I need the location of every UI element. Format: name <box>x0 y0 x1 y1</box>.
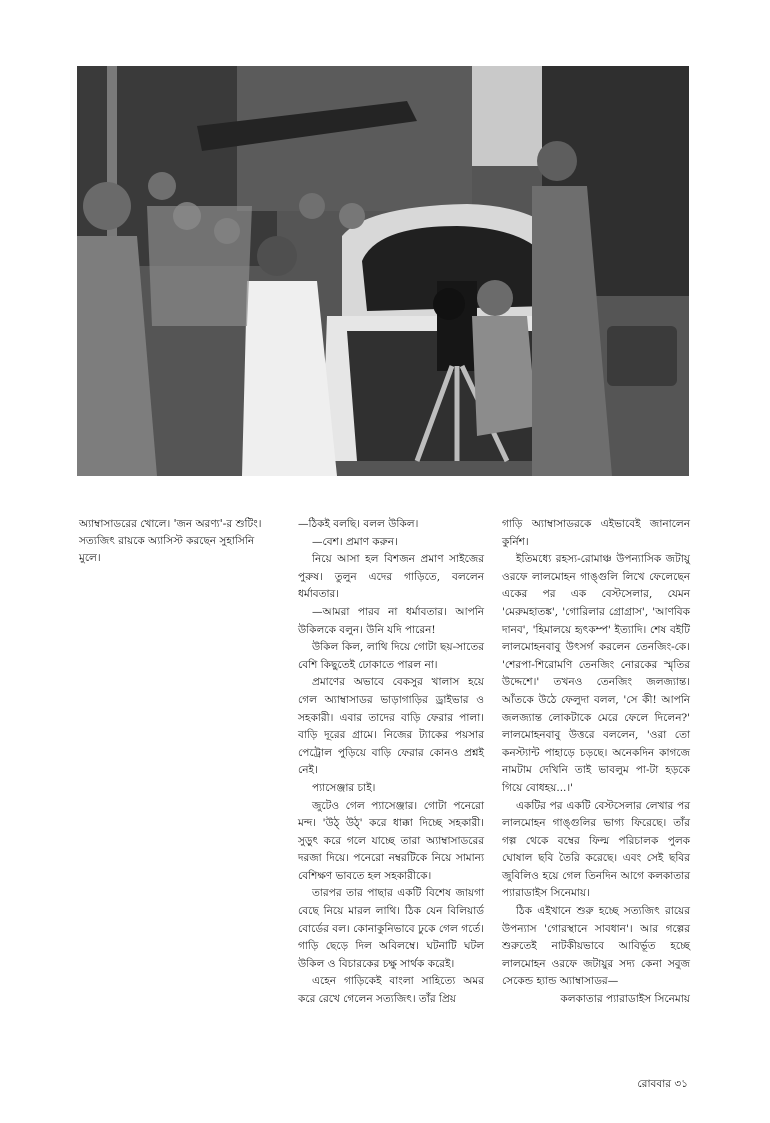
film-shooting-photo <box>77 66 689 476</box>
paragraph: ইতিমধ্যে রহস্য-রোমাঞ্চ উপন্যাসিক জটায়ু ওরফে লালমোহন গাঙ্গুলি লিখে ফেলেছেন একের পর এক বেস্টসেলার, যেমন 'মেরুমহাতঙ্ক', 'গোরিলার গ্রোগ্রাস', 'আণবিক দানব', 'হিমালয়ে হৃৎকম্প' ইত্যাদি। শেষ বইটি লালমোহনবাবু উৎসর্গ করলেন তেনজিং-কে। 'শেরপা-শিরোমণি তেনজিং নোরকের স্মৃতির উদ্দেশে।' তখনও তেনজিং জলজ্যান্ত। আঁতকে উঠে ফেলুদা বলল, 'সে কী! আপনি জলজ্যান্ত লোকটাকে মেরে ফেলে দিলেন?' লালমোহনবাবু উত্তরে বললেন, 'ওরা তো কনস্ট্যান্ট পাহাড়ে চড়ছে। অনেকদিন কাগজে নামটাম দেখিনি তাই ভাবলুম পা-টা হড়কে গিয়ে বোধহয়...।' <box>502 553 690 794</box>
paragraph: —বেশ। প্রমাণ করুন। <box>312 535 398 548</box>
paragraph: প্রমাণের অভাবে বেকসুর খালাস হয়ে গেল অ্যাম্বাসাডর ভাড়াগাড়ির ড্রাইভার ও সহকারী। এবার তাদের বাড়ি ফেরার পালা। বাড়ি দূরের গ্রামে। নিজের ট্যাকের পয়সার পেট্রোল পুড়িয়ে বাড়ি ফেরার কোনও প্রশ্নই নেই। <box>298 676 484 777</box>
paragraph: একটির পর একটি বেস্টসেলার লেখার পর লালমোহন গাঙ্গুলির ভাগ্য ফিরেছে। তাঁর গল্প থেকে বম্বের ফিল্ম পরিচালক পুলক ঘোষাল ছবি তৈরি করেছে। এবং সেই ছবির জুবিলিও হয়ে গেল তিনদিন আগে কলকাতার প্যারাডাইস সিনেমায়। <box>502 799 690 900</box>
paragraph: প্যাসেঞ্জার চাই। <box>312 781 376 794</box>
paragraph: তারপর তার পাছার একটি বিশেষ জায়গা বেছে নিয়ে মারল লাথি। ঠিক যেন বিলিয়ার্ড বোর্ডের বল। কোনাকুনিভাবে ঢুকে গেল গর্তে। গাড়ি ছেড়ে দিল অবিলম্বে। ঘটনাটি ঘটল উকিল ও বিচারকের চক্ষু সার্থক করেই। <box>298 887 484 970</box>
paragraph: গাড়ি অ্যাম্বাসাডরকে এইভাবেই জানালেন কুর্নিশ। <box>502 518 690 548</box>
paragraph: কলকাতার প্যারাডাইস সিনেমায় <box>560 993 690 1006</box>
paragraph: জুটেও গেল প্যাসেঞ্জার। গোটা পনেরো মন্দ। 'উঠ্ উঠ্' করে ধাক্কা দিচ্ছে সহকারী। সুড়ুৎ করে গলে যাচ্ছে তারা অ্যাম্বাসাডরের দরজা দিয়ে। পনেরো নম্বরটিকে নিয়ে সামান্য বেশিক্ষণ ভাবতে হল সহকারীকে। <box>298 799 484 882</box>
paragraph: এহেন গাড়িকেই বাংলা সাহিত্যে অমর করে রেখে গেলেন সত্যজিৎ। তাঁর প্রিয় <box>298 975 484 1006</box>
article-column-right <box>502 516 690 1009</box>
paragraph: নিয়ে আসা হল বিশজন প্রমাণ সাইজের পুরুষ। তুলুন এদের গাড়িতে, বললেন ধর্মাবতার। <box>298 553 484 601</box>
paragraph: উকিল কিল, লাথি দিয়ে গোটা ছয়-সাতের বেশি কিছুতেই ঢোকাতে পারল না। <box>298 641 484 671</box>
paragraph: ঠিক এইখানে শুরু হচ্ছে সত্যজিৎ রায়ের উপন্যাস 'গোরস্থানে সাবধান'। আর গল্পের শুরুতেই নাটকীয়ভাবে আবির্ভূত হচ্ছে লালমোহন ওরফে জটায়ুর সদ্য কেনা সবুজ সেকেন্ড হ্যান্ড অ্যাম্বাসাডর— <box>502 905 690 988</box>
page-footer: রোববার ৩১ <box>637 1078 688 1090</box>
paragraph: —ঠিকই বলছি। বলল উকিল। <box>298 518 419 530</box>
photo-caption: অ্যাম্বাসাডরের খোলে। 'জন অরণ্য'-র শুটিং। সত্যজিৎ রায়কে অ্যাসিস্ট করছেন সুহাসিনি মুলে। <box>79 518 262 564</box>
paragraph: —আমরা পারব না ধর্মাবতার। আপনি উকিলকে বলুন। উনি যদি পারেন! <box>298 605 484 636</box>
article-column-left <box>298 516 484 1009</box>
